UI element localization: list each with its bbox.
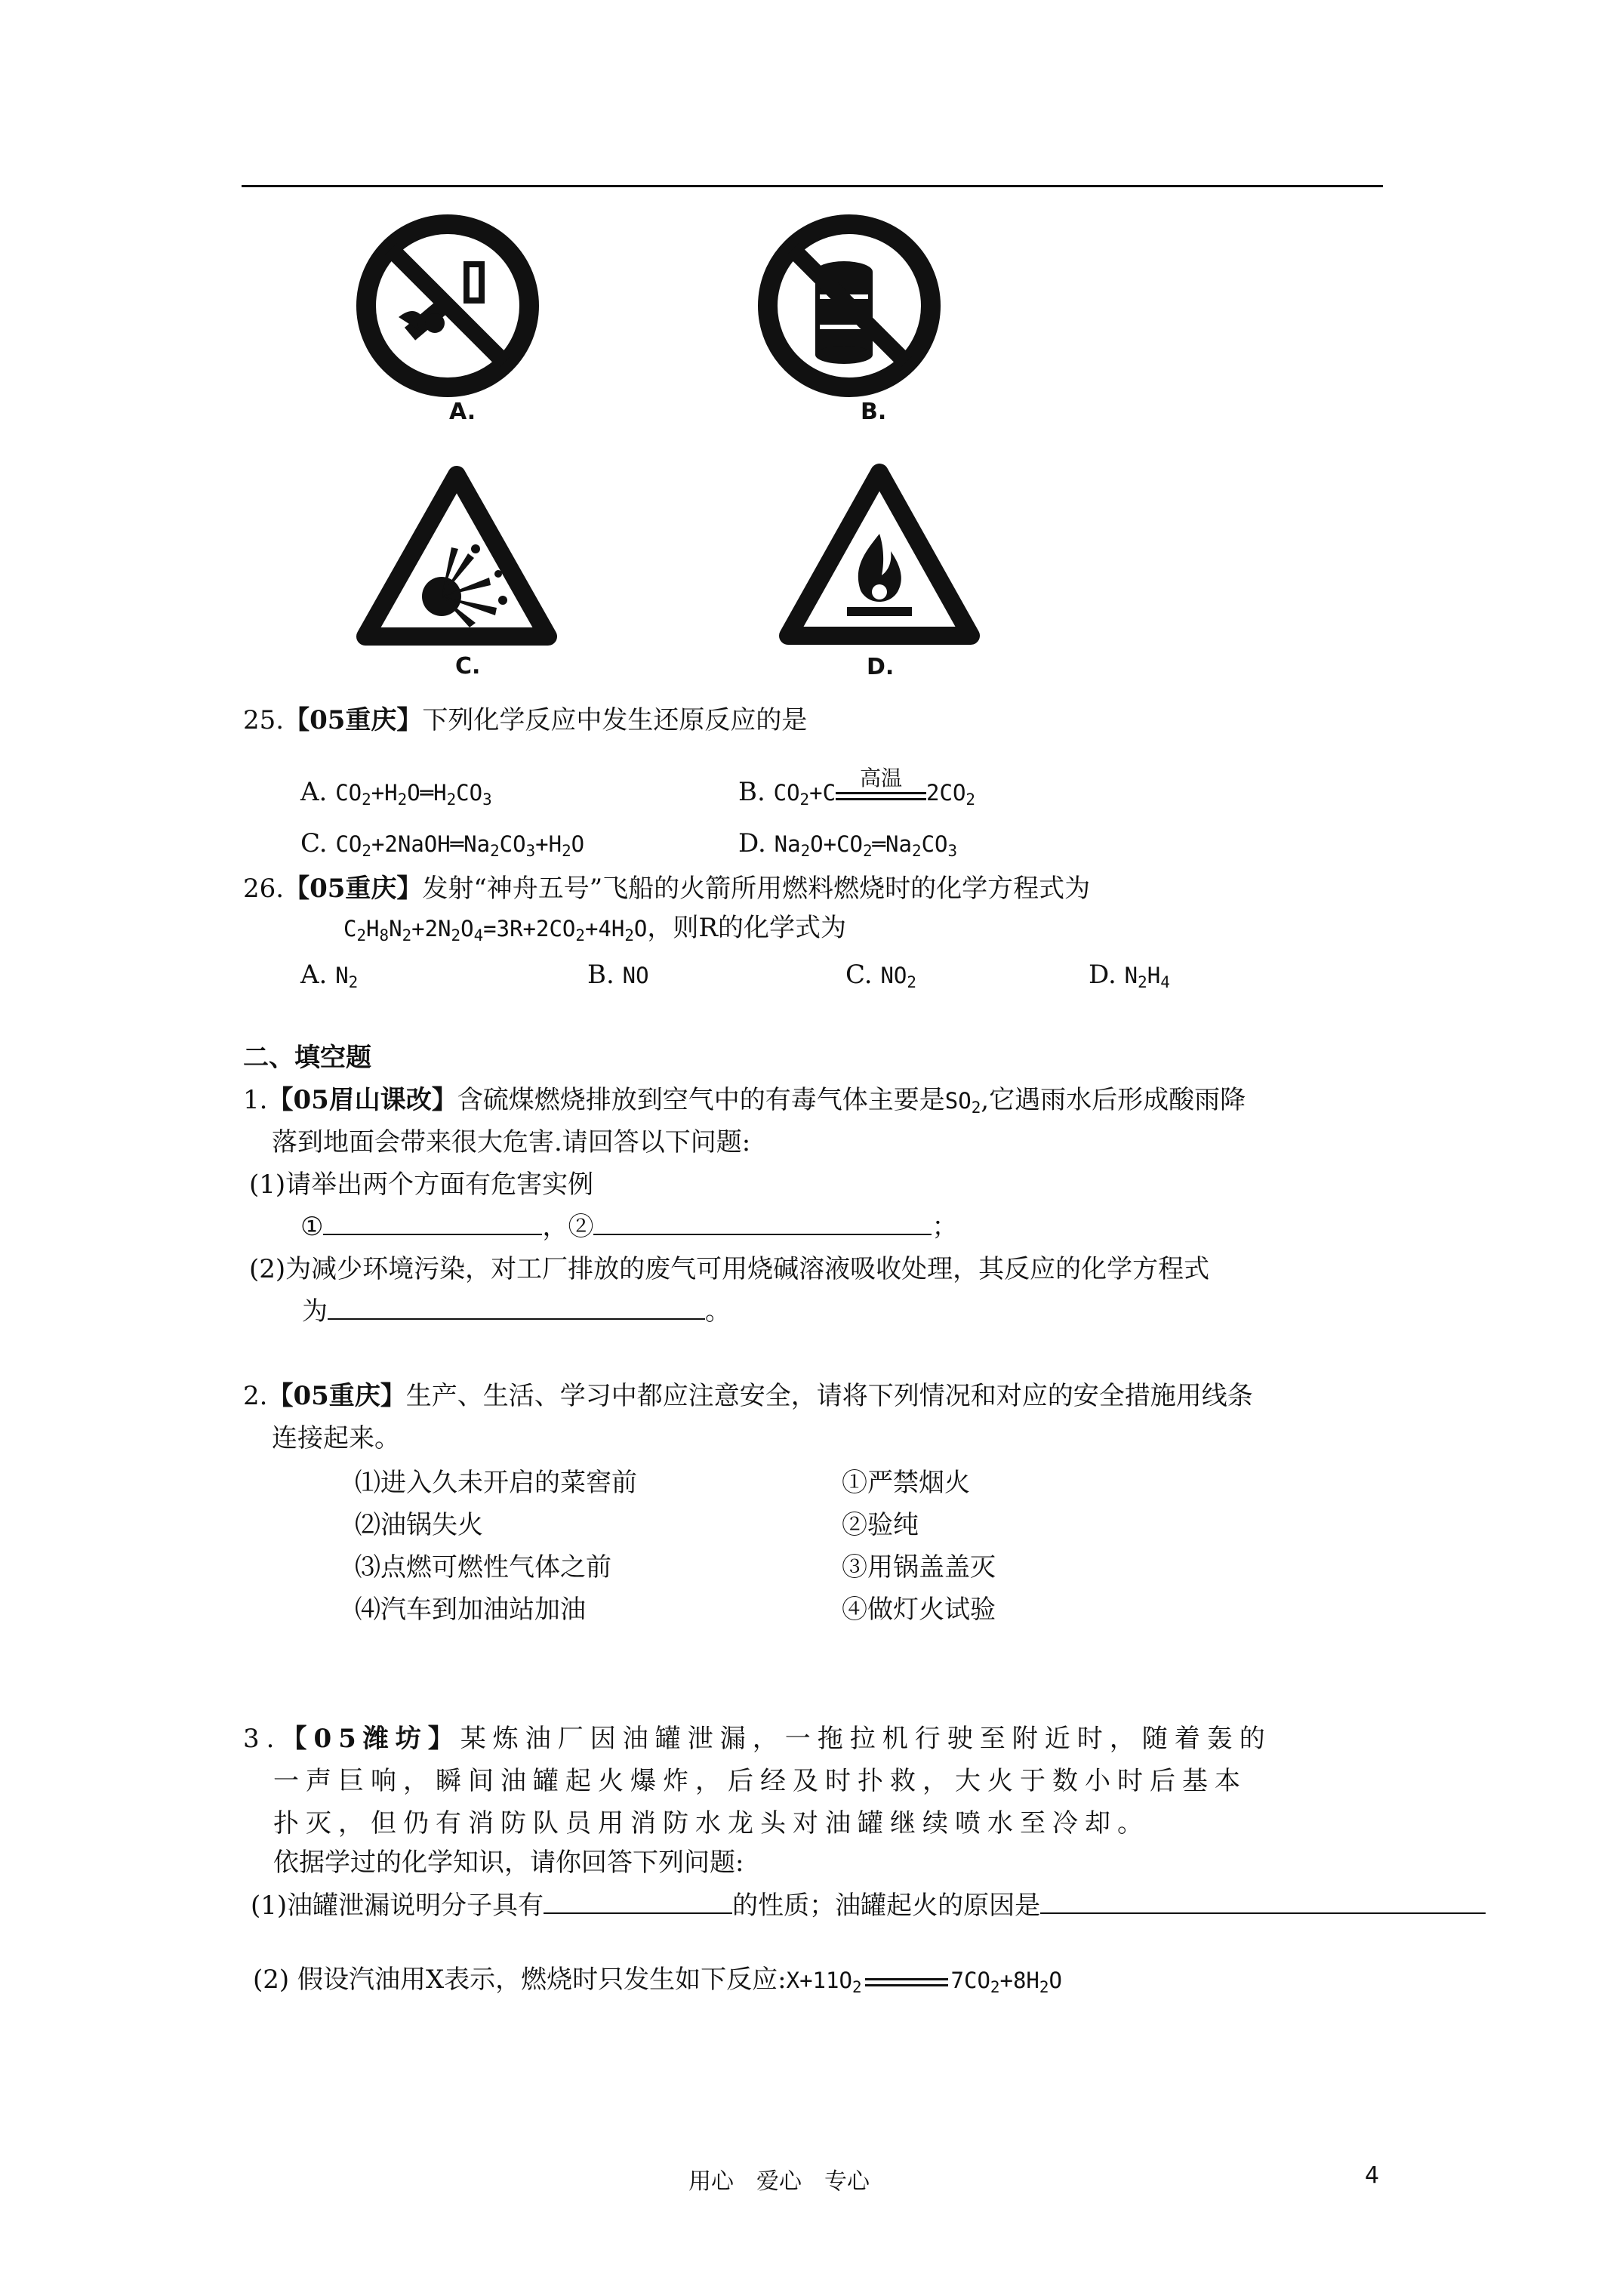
q26-option-d: [1089, 957, 1170, 1000]
q26-option-b: [587, 957, 649, 994]
situation-item-4: ⑷汽车到加油站加油: [355, 1595, 586, 1625]
f1-stem-b: ,它遇雨水后形成酸雨降: [981, 1085, 1246, 1115]
q25-option-d-label: D.: [738, 828, 766, 858]
section-2-title: 二、填空题: [243, 1043, 371, 1073]
f2-number: 2.: [243, 1381, 268, 1411]
q26-number: 26.: [243, 874, 285, 904]
fill-2-line2: 连接起来。: [272, 1423, 400, 1453]
situation-item-2: ⑵油锅失火: [355, 1510, 483, 1540]
q26-text: 发射“神舟五号”飞船的火箭所用燃料燃烧时的化学方程式为: [422, 874, 1091, 904]
f1-stem-a: 含硫煤燃烧排放到空气中的有毒气体主要是: [457, 1085, 945, 1115]
q25-option-a-label: A.: [300, 777, 328, 807]
f2-source: 【05重庆】: [267, 1381, 406, 1411]
q25-option-a: [300, 774, 492, 818]
f1-number: 1.: [243, 1085, 268, 1115]
answer-blank-equation[interactable]: [328, 1296, 705, 1320]
q26-source: 【05重庆】: [284, 874, 423, 904]
gasoline-equation: $X+11O_2$ $7CO_2+8H_2O$: [786, 1968, 1062, 1996]
fill-2-stem: [243, 1378, 1253, 1414]
no-fuel-barrel-icon: [755, 211, 944, 400]
fill-1-answers-row: [300, 1209, 957, 1245]
answer-blank-property[interactable]: [544, 1890, 732, 1914]
footer-slogan: 用心 爱心 专心: [688, 2168, 870, 2195]
q25-number: 25.: [243, 705, 285, 735]
no-smoking-icon: [353, 211, 542, 400]
circled-1: ①: [300, 1212, 324, 1242]
measure-item-2: ②验纯: [842, 1510, 919, 1540]
q26-equation-line: [343, 910, 846, 954]
q25-option-b: [738, 766, 975, 818]
q25-option-b-formula: $CO_2+C$ 高温 $2CO_2$: [774, 780, 975, 806]
q25-source: 【05重庆】: [284, 705, 423, 735]
f3-p1b: 的性质；油罐起火的原因是: [732, 1891, 1041, 1921]
q26-option-a-label: A.: [300, 960, 328, 990]
situation-item-3: ⑶点燃可燃性气体之前: [355, 1552, 611, 1583]
q26-option-a-formula: $N_2$: [335, 963, 359, 991]
f3-number: 3.: [243, 1724, 282, 1754]
q25-option-b-label: B.: [738, 777, 765, 807]
fill-1-stem: [243, 1082, 1246, 1126]
q25-option-d-formula: $Na_2O+CO_2═Na_2CO_3$: [774, 831, 958, 860]
fill-3-part1: [251, 1888, 1486, 1924]
flammable-warning-icon: [778, 462, 981, 649]
sign-label-a: A.: [449, 399, 476, 425]
f3-p2: (2) 假设汽油用X表示，燃烧时只发生如下反应:: [253, 1965, 787, 1995]
question-25-stem: [243, 702, 807, 738]
sign-label-c: C.: [455, 653, 481, 680]
q26-option-a: [300, 957, 358, 1000]
q25-option-c: [300, 825, 584, 869]
fill-1-part1: (1)请举出两个方面有危害实例: [249, 1170, 594, 1200]
f1-period: 。: [705, 1296, 731, 1327]
page-number: 4: [1365, 2162, 1380, 2189]
explosive-warning-icon: [355, 464, 559, 649]
fill-3-line2: 一声巨响，瞬间油罐起火爆炸，后经及时扑救，大火于数小时后基本: [273, 1766, 1247, 1796]
q26-option-b-formula: NO: [622, 963, 649, 988]
f1-source: 【05眉山课改】: [267, 1085, 457, 1115]
q25-text: 下列化学反应中发生还原反应的是: [422, 705, 808, 735]
circled-2: ②: [568, 1212, 594, 1242]
f1-p2b: 为: [302, 1296, 328, 1327]
fill-1-part2: (2)为减少环境污染，对工厂排放的废气可用烧碱溶液吸收处理，其反应的化学方程式: [249, 1254, 1210, 1284]
answer-blank-1[interactable]: [323, 1211, 542, 1235]
q26-option-d-label: D.: [1089, 960, 1116, 990]
answer-blank-fire-cause[interactable]: [1040, 1890, 1486, 1914]
header-rule: [242, 185, 1383, 187]
fill-3-line4: 依据学过的化学知识，请你回答下列问题:: [273, 1848, 744, 1878]
so2-formula: $SO_2$: [944, 1088, 981, 1117]
f3-p1a: (1)油罐泄漏说明分子具有: [251, 1891, 544, 1921]
situation-item-1: ⑴进入久未开启的菜窖前: [355, 1468, 637, 1498]
q25-option-c-label: C.: [300, 828, 328, 858]
fill-1-part2-answer: [302, 1293, 731, 1330]
q26-tail: ，则R的化学式为: [647, 913, 846, 943]
fill-3-line3: 扑灭，但仍有消防队员用消防水龙头对油罐继续喷水至冷却。: [273, 1808, 1150, 1838]
q26-option-b-label: B.: [587, 960, 614, 990]
measure-item-4: ④做灯火试验: [842, 1595, 996, 1625]
sign-label-d: D.: [867, 654, 895, 680]
q26-option-d-formula: $N_2H_4$: [1124, 963, 1170, 991]
q26-option-c-label: C.: [845, 960, 873, 990]
f3-text: 某炼油厂因油罐泄漏，一拖拉机行驶至附近时，随着轰的: [460, 1724, 1272, 1754]
measure-item-1: ①严禁烟火: [842, 1468, 970, 1498]
q26-option-c: [845, 957, 916, 1000]
q25-option-b-condition: 高温: [860, 766, 903, 791]
measure-item-3: ③用锅盖盖灭: [842, 1552, 996, 1583]
f3-source: 【05潍坊】: [281, 1724, 460, 1754]
q25-option-d: [738, 825, 957, 869]
q26-option-c-formula: $NO_2$: [880, 963, 916, 991]
f2-text: 生产、生活、学习中都应注意安全，请将下列情况和对应的安全措施用线条: [405, 1381, 1253, 1411]
q25-option-a-formula: $CO_2+H_2O═H_2CO_3$: [335, 780, 492, 809]
question-26-stem: [243, 871, 1090, 907]
fill-3-part2: [253, 1962, 1062, 2005]
sign-label-b: B.: [861, 399, 887, 425]
q26-equation: $C_2H_8N_2+2N_2O_4=3R+2CO_2+4H_2O$: [343, 916, 648, 945]
f1-comma: ，: [542, 1212, 568, 1242]
f1-semicolon: ；: [932, 1212, 958, 1242]
fill-3-stem: [243, 1718, 1272, 1760]
answer-blank-2[interactable]: [593, 1211, 932, 1235]
fill-1-line2: 落到地面会带来很大危害.请回答以下问题:: [272, 1127, 751, 1157]
q25-option-c-formula: $CO_2+2NaOH═Na_2CO_3+H_2O$: [335, 831, 585, 860]
